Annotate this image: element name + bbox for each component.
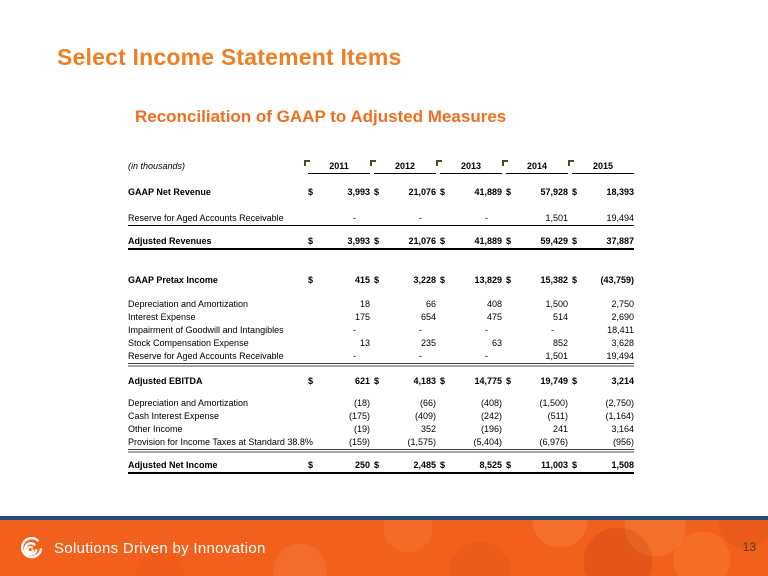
cell-value: (409) bbox=[414, 411, 436, 421]
cell-value: (19) bbox=[353, 424, 370, 434]
value-cell bbox=[506, 459, 568, 472]
value-cell bbox=[374, 298, 436, 311]
value-cell bbox=[506, 311, 568, 324]
value-cell bbox=[308, 375, 370, 388]
cell-value: 415 bbox=[354, 275, 370, 285]
cell-value: (242) bbox=[480, 411, 502, 421]
row-label: GAAP Pretax Income bbox=[128, 275, 218, 285]
year-column-header bbox=[440, 160, 502, 174]
value-cell bbox=[440, 337, 502, 350]
cell-value: - bbox=[485, 213, 488, 223]
cell-value: (43,759) bbox=[600, 275, 634, 285]
value-cell bbox=[506, 274, 568, 287]
value-cell bbox=[572, 410, 634, 423]
dollar-sign: $ bbox=[572, 275, 578, 285]
cell-value: (408) bbox=[480, 398, 502, 408]
cell-value: - bbox=[485, 351, 488, 361]
value-cell bbox=[506, 436, 568, 449]
cell-value: (6,976) bbox=[539, 437, 568, 447]
value-cell bbox=[440, 324, 502, 337]
table-header-row bbox=[128, 160, 634, 173]
cell-value: 63 bbox=[491, 338, 502, 348]
value-cell bbox=[440, 375, 502, 388]
value-cell bbox=[374, 212, 436, 225]
value-cell bbox=[440, 350, 502, 363]
row-label: Impairment of Goodwill and Intangibles bbox=[128, 325, 284, 335]
row-label: Adjusted EBITDA bbox=[128, 376, 203, 386]
page-number: 13 bbox=[742, 540, 756, 554]
value-cell bbox=[440, 274, 502, 287]
table-row bbox=[128, 375, 634, 388]
cell-value: 1,501 bbox=[545, 351, 568, 361]
cell-value: 3,214 bbox=[611, 376, 634, 386]
value-cell bbox=[440, 459, 502, 472]
cell-value: 3,164 bbox=[611, 424, 634, 434]
cell-comment-marker-icon bbox=[502, 160, 508, 166]
company-logo-icon bbox=[18, 535, 45, 562]
cell-value: 11,003 bbox=[540, 460, 568, 470]
dollar-sign: $ bbox=[308, 275, 314, 285]
cell-value: 1,508 bbox=[611, 460, 634, 470]
dollar-sign: $ bbox=[572, 236, 578, 246]
cell-value: 654 bbox=[420, 312, 436, 322]
value-cell bbox=[506, 324, 568, 337]
value-cell bbox=[440, 186, 502, 199]
value-cell bbox=[308, 436, 370, 449]
value-cell bbox=[572, 235, 634, 248]
table-row bbox=[128, 212, 634, 226]
cell-value: 15,382 bbox=[540, 275, 568, 285]
cell-value: 3,228 bbox=[413, 275, 436, 285]
income-statement-table bbox=[128, 160, 634, 474]
cell-value: 175 bbox=[354, 312, 370, 322]
year-label: 2013 bbox=[460, 161, 482, 171]
cell-comment-marker-icon bbox=[436, 160, 442, 166]
value-cell bbox=[572, 350, 634, 363]
cell-value: 621 bbox=[354, 376, 370, 386]
value-cell bbox=[308, 235, 370, 248]
value-cell bbox=[308, 298, 370, 311]
cell-comment-marker-icon bbox=[370, 160, 376, 166]
cell-value: 18,411 bbox=[607, 325, 634, 335]
cell-value: 18,393 bbox=[606, 187, 634, 197]
year-column-header bbox=[572, 160, 634, 174]
value-cell bbox=[572, 337, 634, 350]
cell-value: 13 bbox=[359, 338, 370, 348]
table-title: Reconciliation of GAAP to Adjusted Measures bbox=[135, 107, 507, 126]
value-cell bbox=[506, 350, 568, 363]
cell-value: 3,993 bbox=[347, 187, 370, 197]
dollar-sign: $ bbox=[440, 275, 446, 285]
cell-value: - bbox=[551, 325, 554, 335]
table-row bbox=[128, 274, 634, 287]
cell-value: - bbox=[419, 351, 422, 361]
value-cell bbox=[308, 311, 370, 324]
value-cell bbox=[506, 186, 568, 199]
dollar-sign: $ bbox=[308, 236, 314, 246]
year-label: 2014 bbox=[526, 161, 548, 171]
dollar-sign: $ bbox=[506, 376, 512, 386]
table-row bbox=[128, 324, 634, 337]
year-column-header bbox=[374, 160, 436, 174]
row-label: Adjusted Revenues bbox=[128, 236, 212, 246]
cell-value: - bbox=[353, 351, 356, 361]
dollar-sign: $ bbox=[374, 376, 380, 386]
cell-value: (1,164) bbox=[605, 411, 634, 421]
year-column-header bbox=[506, 160, 568, 174]
value-cell bbox=[572, 274, 634, 287]
value-cell bbox=[440, 311, 502, 324]
cell-value: 4,183 bbox=[413, 376, 436, 386]
value-cell bbox=[374, 375, 436, 388]
cell-value: 3,628 bbox=[611, 338, 634, 348]
cell-value: - bbox=[419, 213, 422, 223]
value-cell bbox=[572, 186, 634, 199]
slide-title: Select Income Statement Items bbox=[57, 44, 402, 70]
cell-value: (5,404) bbox=[473, 437, 502, 447]
value-cell bbox=[308, 350, 370, 363]
cell-value: (511) bbox=[547, 411, 568, 421]
value-cell bbox=[374, 186, 436, 199]
cell-value: 475 bbox=[486, 312, 502, 322]
value-cell bbox=[506, 212, 568, 225]
dollar-sign: $ bbox=[440, 460, 446, 470]
value-cell bbox=[374, 337, 436, 350]
value-cell bbox=[308, 423, 370, 436]
value-cell bbox=[308, 324, 370, 337]
row-label: Reserve for Aged Accounts Receivable bbox=[128, 351, 284, 361]
row-label: GAAP Net Revenue bbox=[128, 187, 211, 197]
cell-value: 2,485 bbox=[413, 460, 436, 470]
row-label: Stock Compensation Expense bbox=[128, 338, 249, 348]
row-label: Adjusted Net Income bbox=[128, 460, 218, 470]
cell-value: - bbox=[353, 325, 356, 335]
value-cell bbox=[440, 423, 502, 436]
value-cell bbox=[374, 235, 436, 248]
row-label: Depreciation and Amortization bbox=[128, 398, 249, 408]
table-row bbox=[128, 410, 634, 423]
table-row bbox=[128, 186, 634, 199]
table-row bbox=[128, 350, 634, 364]
value-cell bbox=[572, 459, 634, 472]
value-cell bbox=[572, 423, 634, 436]
value-cell bbox=[308, 397, 370, 410]
value-cell bbox=[440, 397, 502, 410]
value-cell bbox=[572, 311, 634, 324]
table-row bbox=[128, 436, 634, 450]
value-cell bbox=[440, 436, 502, 449]
cell-value: 8,525 bbox=[479, 460, 502, 470]
value-cell bbox=[572, 212, 634, 225]
value-cell bbox=[374, 459, 436, 472]
cell-value: 13,829 bbox=[474, 275, 502, 285]
value-cell bbox=[308, 337, 370, 350]
cell-value: (196) bbox=[480, 424, 502, 434]
dollar-sign: $ bbox=[374, 187, 380, 197]
dollar-sign: $ bbox=[374, 275, 380, 285]
cell-value: 852 bbox=[552, 338, 568, 348]
footer-brand bbox=[18, 520, 266, 576]
dollar-sign: $ bbox=[506, 236, 512, 246]
value-cell bbox=[374, 410, 436, 423]
value-cell bbox=[374, 397, 436, 410]
cell-value: (66) bbox=[419, 398, 436, 408]
row-label: Reserve for Aged Accounts Receivable bbox=[128, 213, 284, 223]
cell-value: 514 bbox=[552, 312, 568, 322]
dollar-sign: $ bbox=[572, 187, 578, 197]
cell-value: 59,429 bbox=[540, 236, 568, 246]
table-row bbox=[128, 459, 634, 474]
value-cell bbox=[440, 410, 502, 423]
dollar-sign: $ bbox=[506, 275, 512, 285]
dollar-sign: $ bbox=[374, 460, 380, 470]
table-row bbox=[128, 298, 634, 311]
dollar-sign: $ bbox=[440, 187, 446, 197]
year-label: 2012 bbox=[394, 161, 416, 171]
dollar-sign: $ bbox=[440, 236, 446, 246]
dollar-sign: $ bbox=[308, 187, 314, 197]
value-cell bbox=[308, 410, 370, 423]
value-cell bbox=[308, 212, 370, 225]
value-cell bbox=[506, 235, 568, 248]
value-cell bbox=[506, 423, 568, 436]
cell-value: 21,076 bbox=[408, 187, 436, 197]
cell-value: 1,500 bbox=[545, 299, 568, 309]
dollar-sign: $ bbox=[506, 460, 512, 470]
value-cell bbox=[506, 397, 568, 410]
value-cell bbox=[374, 324, 436, 337]
table-row bbox=[128, 235, 634, 250]
cell-value: - bbox=[353, 213, 356, 223]
table-row bbox=[128, 423, 634, 436]
dollar-sign: $ bbox=[572, 460, 578, 470]
cell-value: 21,076 bbox=[408, 236, 436, 246]
dollar-sign: $ bbox=[308, 376, 314, 386]
value-cell bbox=[374, 274, 436, 287]
cell-value: 66 bbox=[425, 299, 436, 309]
cell-value: - bbox=[419, 325, 422, 335]
cell-value: 19,494 bbox=[606, 351, 634, 361]
cell-value: 41,889 bbox=[474, 236, 502, 246]
value-cell bbox=[374, 423, 436, 436]
value-cell bbox=[440, 298, 502, 311]
dollar-sign: $ bbox=[308, 460, 314, 470]
value-cell bbox=[308, 274, 370, 287]
cell-value: 2,750 bbox=[611, 299, 634, 309]
cell-value: 241 bbox=[552, 424, 568, 434]
cell-value: 18 bbox=[359, 299, 370, 309]
dollar-sign: $ bbox=[572, 376, 578, 386]
cell-value: 352 bbox=[420, 424, 436, 434]
cell-value: 235 bbox=[420, 338, 436, 348]
row-label: Cash Interest Expense bbox=[128, 411, 220, 421]
value-cell bbox=[308, 186, 370, 199]
cell-value: 57,928 bbox=[540, 187, 568, 197]
value-cell bbox=[506, 337, 568, 350]
cell-value: 250 bbox=[354, 460, 370, 470]
value-cell bbox=[506, 298, 568, 311]
cell-value: (159) bbox=[348, 437, 370, 447]
units-label: (in thousands) bbox=[128, 161, 186, 171]
value-cell bbox=[506, 375, 568, 388]
row-label: Provision for Income Taxes at Standard 38.8% bbox=[128, 437, 313, 447]
row-label: Other Income bbox=[128, 424, 183, 434]
cell-value: (2,750) bbox=[605, 398, 634, 408]
footer-tagline: Solutions Driven by Innovation bbox=[54, 539, 266, 557]
cell-value: 1,501 bbox=[545, 213, 568, 223]
cell-value: 14,775 bbox=[474, 376, 502, 386]
row-label: Depreciation and Amortization bbox=[128, 299, 249, 309]
year-label: 2011 bbox=[329, 161, 349, 171]
value-cell bbox=[374, 350, 436, 363]
cell-value: 408 bbox=[486, 299, 502, 309]
year-label: 2015 bbox=[592, 161, 614, 171]
value-cell bbox=[572, 298, 634, 311]
value-cell bbox=[572, 375, 634, 388]
cell-value: (1,500) bbox=[539, 398, 568, 408]
cell-value: 3,993 bbox=[347, 236, 370, 246]
year-column-header bbox=[308, 160, 370, 174]
value-cell bbox=[374, 436, 436, 449]
value-cell bbox=[572, 397, 634, 410]
value-cell bbox=[308, 459, 370, 472]
footer-bar bbox=[0, 520, 768, 576]
row-label: Interest Expense bbox=[128, 312, 196, 322]
table-row bbox=[128, 337, 634, 350]
cell-value: (956) bbox=[612, 437, 634, 447]
value-cell bbox=[440, 212, 502, 225]
cell-value: (18) bbox=[353, 398, 370, 408]
value-cell bbox=[440, 235, 502, 248]
cell-value: 2,690 bbox=[611, 312, 634, 322]
cell-value: 37,887 bbox=[606, 236, 634, 246]
cell-comment-marker-icon bbox=[568, 160, 574, 166]
value-cell bbox=[572, 436, 634, 449]
table-row bbox=[128, 397, 634, 410]
cell-value: 19,494 bbox=[606, 213, 634, 223]
cell-value: 19,749 bbox=[540, 376, 568, 386]
value-cell bbox=[506, 410, 568, 423]
cell-value: (1,575) bbox=[407, 437, 436, 447]
dollar-sign: $ bbox=[506, 187, 512, 197]
table-row bbox=[128, 311, 634, 324]
dollar-sign: $ bbox=[374, 236, 380, 246]
cell-value: (175) bbox=[348, 411, 370, 421]
value-cell bbox=[374, 311, 436, 324]
cell-value: - bbox=[485, 325, 488, 335]
cell-comment-marker-icon bbox=[304, 160, 310, 166]
dollar-sign: $ bbox=[440, 376, 446, 386]
value-cell bbox=[572, 324, 634, 337]
cell-value: 41,889 bbox=[474, 187, 502, 197]
